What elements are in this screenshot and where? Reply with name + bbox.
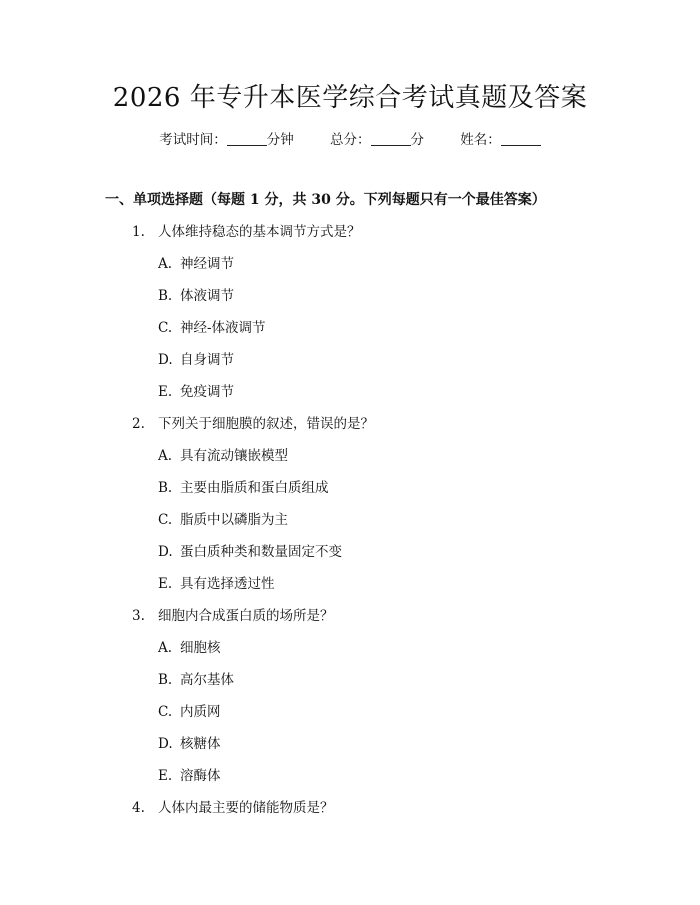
- option-text: 自身调节: [180, 352, 234, 368]
- name-blank: [501, 131, 541, 146]
- option-letter: A.: [158, 256, 173, 272]
- option-letter: C.: [158, 512, 173, 528]
- option-item: [0, 670, 700, 702]
- total-score-field: [330, 130, 424, 150]
- question-number: 3.: [132, 608, 145, 624]
- option-item: [0, 446, 700, 478]
- exam-time-unit: 分钟: [266, 132, 294, 148]
- option-text: 具有流动镶嵌模型: [180, 448, 288, 464]
- option-text: 内质网: [180, 704, 221, 720]
- exam-time-blank: [227, 131, 267, 146]
- option-letter: A.: [158, 448, 173, 464]
- option-letter: A.: [158, 640, 173, 656]
- option-item: [0, 350, 700, 382]
- option-text: 免疫调节: [180, 384, 234, 400]
- option-item: [0, 542, 700, 574]
- question-number: 4.: [132, 800, 145, 816]
- question-item: [0, 222, 700, 254]
- option-text: 溶酶体: [180, 768, 221, 784]
- option-item: [0, 318, 700, 350]
- total-score-unit: 分: [410, 132, 424, 148]
- option-item: [0, 382, 700, 414]
- option-text: 细胞核: [180, 640, 221, 656]
- option-letter: E.: [158, 768, 173, 784]
- option-item: [0, 734, 700, 766]
- option-item: [0, 574, 700, 606]
- option-item: [0, 766, 700, 798]
- question-text: 下列关于细胞膜的叙述，错误的是？: [158, 416, 374, 432]
- option-text: 主要由脂质和蛋白质组成: [180, 480, 329, 496]
- option-letter: E.: [158, 576, 173, 592]
- page-title: 2026 年专升本医学综合考试真题及答案: [112, 83, 588, 113]
- option-item: [0, 286, 700, 318]
- question-item: [0, 798, 700, 830]
- question-text: 细胞内合成蛋白质的场所是？: [158, 608, 334, 624]
- option-letter: E.: [158, 384, 173, 400]
- option-letter: D.: [158, 544, 173, 560]
- question-text: 人体内最主要的储能物质是？: [158, 800, 334, 816]
- option-letter: D.: [158, 352, 173, 368]
- section-heading: 一、单项选择题（每题 1 分，共 30 分。下列每题只有一个最佳答案）: [105, 192, 546, 208]
- question-number: 2.: [132, 416, 145, 432]
- option-text: 核糖体: [180, 736, 221, 752]
- option-letter: B.: [158, 288, 173, 304]
- question-list: [0, 222, 700, 830]
- question-text: 人体维持稳态的基本调节方式是？: [158, 224, 361, 240]
- option-letter: C.: [158, 320, 173, 336]
- option-item: [0, 638, 700, 670]
- total-score-blank: [371, 131, 411, 146]
- option-text: 神经调节: [180, 256, 234, 272]
- exam-time-field: [159, 130, 294, 150]
- name-label: 姓名：: [460, 132, 501, 148]
- option-text: 体液调节: [180, 288, 234, 304]
- option-letter: D.: [158, 736, 173, 752]
- option-letter: B.: [158, 480, 173, 496]
- option-item: [0, 702, 700, 734]
- option-text: 脂质中以磷脂为主: [180, 512, 288, 528]
- option-item: [0, 510, 700, 542]
- exam-info-line: [0, 130, 700, 150]
- option-text: 具有选择透过性: [180, 576, 275, 592]
- question-item: [0, 606, 700, 638]
- option-letter: B.: [158, 672, 173, 688]
- name-field: [460, 130, 541, 150]
- total-score-label: 总分：: [330, 132, 371, 148]
- option-letter: C.: [158, 704, 173, 720]
- option-item: [0, 478, 700, 510]
- option-text: 蛋白质种类和数量固定不变: [180, 544, 342, 560]
- exam-time-label: 考试时间：: [159, 132, 227, 148]
- option-item: [0, 254, 700, 286]
- option-text: 神经-体液调节: [180, 320, 266, 336]
- question-item: [0, 414, 700, 446]
- option-text: 高尔基体: [180, 672, 234, 688]
- question-number: 1.: [132, 224, 145, 240]
